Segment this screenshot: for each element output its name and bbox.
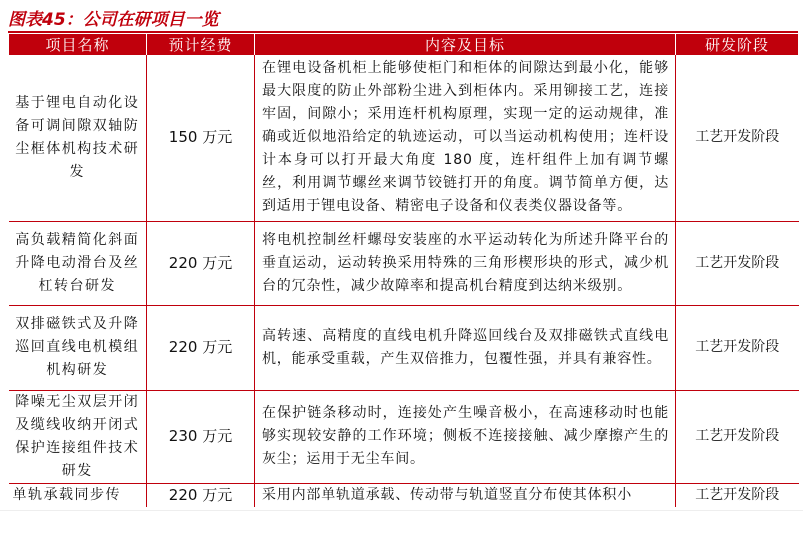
project-name: 高负载精简化斜面升降电动滑台及丝杠转台研发: [9, 221, 147, 305]
project-budget: 150 万元: [147, 55, 255, 221]
project-budget: 220 万元: [147, 221, 255, 305]
project-content: 采用内部单轨道承载、传动带与轨道竖直分布使其体积小: [255, 483, 676, 507]
project-stage: 工艺开发阶段: [676, 55, 799, 221]
projects-table: [8, 34, 799, 507]
header-budget: 预计经费: [147, 34, 255, 55]
table-row: [9, 221, 799, 305]
project-name: 降噪无尘双层开闭及缆线收纳开闭式保护连接组件技术研发: [9, 390, 147, 483]
header-content: 内容及目标: [255, 34, 676, 55]
project-name: 双排磁铁式及升降巡回直线电机模组机构研发: [9, 305, 147, 390]
page-bottom-divider: [0, 510, 803, 511]
header-stage: 研发阶段: [676, 34, 799, 55]
project-name: 基于锂电自动化设备可调间隙双轴防尘框体机构技术研发: [9, 55, 147, 221]
table-row: [9, 305, 799, 390]
project-budget: 220 万元: [147, 483, 255, 507]
header-project-name: 项目名称: [9, 34, 147, 55]
project-budget: 230 万元: [147, 390, 255, 483]
table-row: [9, 390, 799, 483]
project-content: 高转速、高精度的直线电机升降巡回线台及双排磁铁式直线电机，能承受重载，产生双倍推力，包覆性强，并具有兼容性。: [255, 305, 676, 390]
title-underline: [8, 31, 798, 33]
table-header-row: [9, 34, 799, 55]
project-content: 在保护链条移动时，连接处产生噪音极小，在高速移动时也能够实现较安静的工作环境；侧板不连接接触、减少摩擦产生的灰尘；运用于无尘车间。: [255, 390, 676, 483]
project-stage: 工艺开发阶段: [676, 483, 799, 507]
project-budget: 220 万元: [147, 305, 255, 390]
project-stage: 工艺开发阶段: [676, 390, 799, 483]
table-row: [9, 483, 799, 507]
figure-title: 图表45：公司在研项目一览: [8, 10, 219, 30]
project-content: 在锂电设备机柜上能够使柜门和柜体的间隙达到最小化，能够最大限度的防止外部粉尘进入到柜体内。采用铆接工艺，连接牢固，间隙小；采用连杆机构原理，实现一定的运动规律，准确或近似地沿给定的轨迹运动，可以当运动机构使用；连杆设计本身可以打开最大角度 180 度，连杆组件上加有调节螺丝，利用调节螺丝来调节铰链打开的角度。调节简单方便，达到适用于锂电设备、精密电子设备和仪表类仪器设备等。: [255, 55, 676, 221]
project-content: 将电机控制丝杆螺母安装座的水平运动转化为所述升降平台的垂直运动，运动转换采用特殊的三角形楔形块的形式，减少机台的冗杂性，减少故障率和提高机台精度到达纳米级别。: [255, 221, 676, 305]
table-row: [9, 55, 799, 221]
project-stage: 工艺开发阶段: [676, 221, 799, 305]
project-name: 单轨承载同步传: [12, 486, 121, 503]
project-stage: 工艺开发阶段: [676, 305, 799, 390]
